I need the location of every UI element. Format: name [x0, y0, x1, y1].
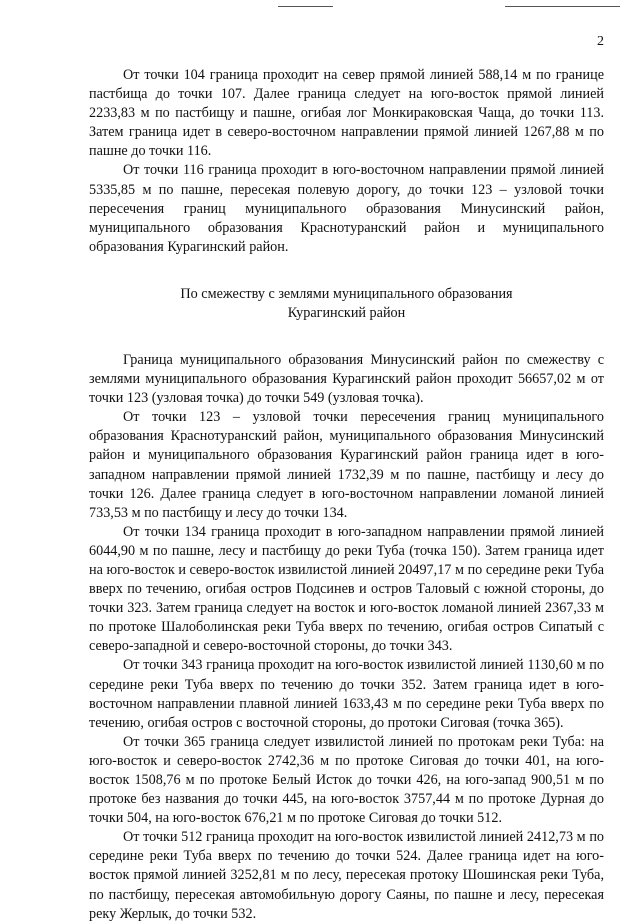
paragraph: От точки 343 граница проходит на юго-восток извилистой линией 1130,60 м по середине реки Туба вверх по течению до точки 352. Затем граница идет в юго-восточном направлении плавной линией 1633,43 м по середине реки Туба вверх по течению, огибая остров с восточной стороны, до протоки Сиговая (точка 365). — [89, 657, 604, 731]
document-body — [89, 66, 604, 924]
section-heading-line: По смежеству с землями муниципального образования — [180, 285, 513, 302]
paragraph: Граница муниципального образования Минусинский район по смежеству с землями муниципального образования Курагинский район проходит 56657,02 м от точки 123 (узловая точка) до точки 549 (узловая точка). — [89, 351, 604, 407]
paragraph: От точки 134 граница проходит в юго-западном направлении прямой линией 6044,90 м по пашне, лесу и пастбищу до реки Туба (точка 150). Затем граница идет на юго-восток и северо-восток извилистой линией 20497,17 м по середине реки Туба вверх по течению, огибая остров Подсинев и остров Таловый с южной стороны, до точки 323. Затем граница следует на восток и юго-восток ломаной линией 2367,33 м по протоке Шалоболинская реки Туба вверх по течению, огибая остров Сипатый с северо-западной и северо-восточной стороны, до точки 343. — [89, 523, 604, 655]
scan-edge-mark — [505, 6, 620, 7]
scan-edge-mark — [278, 6, 333, 7]
section-heading-line: Курагинский район — [287, 305, 406, 322]
paragraph: От точки 116 граница проходит в юго-восточном направлении прямой линией 5335,85 м по пашне, пересекая полевую дорогу, до точки 123 – узловой точки пересечения границ муниципального образования Минусинский район, муниципального образования Краснотуранский район и муниципального образования Курагинский район. — [89, 162, 604, 255]
page-number: 2 — [597, 34, 604, 49]
paragraph: От точки 104 граница проходит на север прямой линией 588,14 м по границе пастбища до точки 107. Далее граница следует на юго-восток прямой линией 2233,83 м по пастбищу и пашне, огибая лог Монкираковская Чаща, до точки 113. Затем граница идет в северо-восточном направлении прямой линией 1267,88 м по пашне до точки 116. — [89, 67, 604, 160]
paragraph: От точки 123 – узловой точки пересечения границ муниципального образования Краснотуранский район, муниципального образования Минусинский район и муниципального образования Курагинский район граница идет в юго-западном направлении прямой линией 1732,39 м по пашне, пастбищу и лесу до точки 126. Далее граница следует в юго-восточном направлении ломаной линией 733,53 м по пастбищу и лесу до точки 134. — [89, 409, 604, 521]
paragraph: От точки 365 граница следует извилистой линией по протокам реки Туба: на юго-восток и северо-восток 2742,36 м по протоке Сиговая до точки 401, на юго-восток 1508,76 м по протоке Белый Исток до точки 426, на юго-запад 900,51 м по протоке без названия до точки 445, на юго-восток 3757,44 м по протоке Дурная до точки 504, на юго-восток 676,21 м по протоке Сиговая до точки 512. — [89, 733, 604, 827]
paragraph: От точки 512 граница проходит на юго-восток извилистой линией 2412,73 м по середине реки Туба вверх по течению до точки 524. Далее граница идет на юго-восток прямой линией 3252,81 м по лесу, пересекая протоку Шошинская реки Туба, по пастбищу, пересекая автомобильную дорогу Саяны, по пашне и лесу, пересекая реку Жерлык, до точки 532. — [89, 829, 604, 922]
section-heading — [89, 285, 604, 324]
